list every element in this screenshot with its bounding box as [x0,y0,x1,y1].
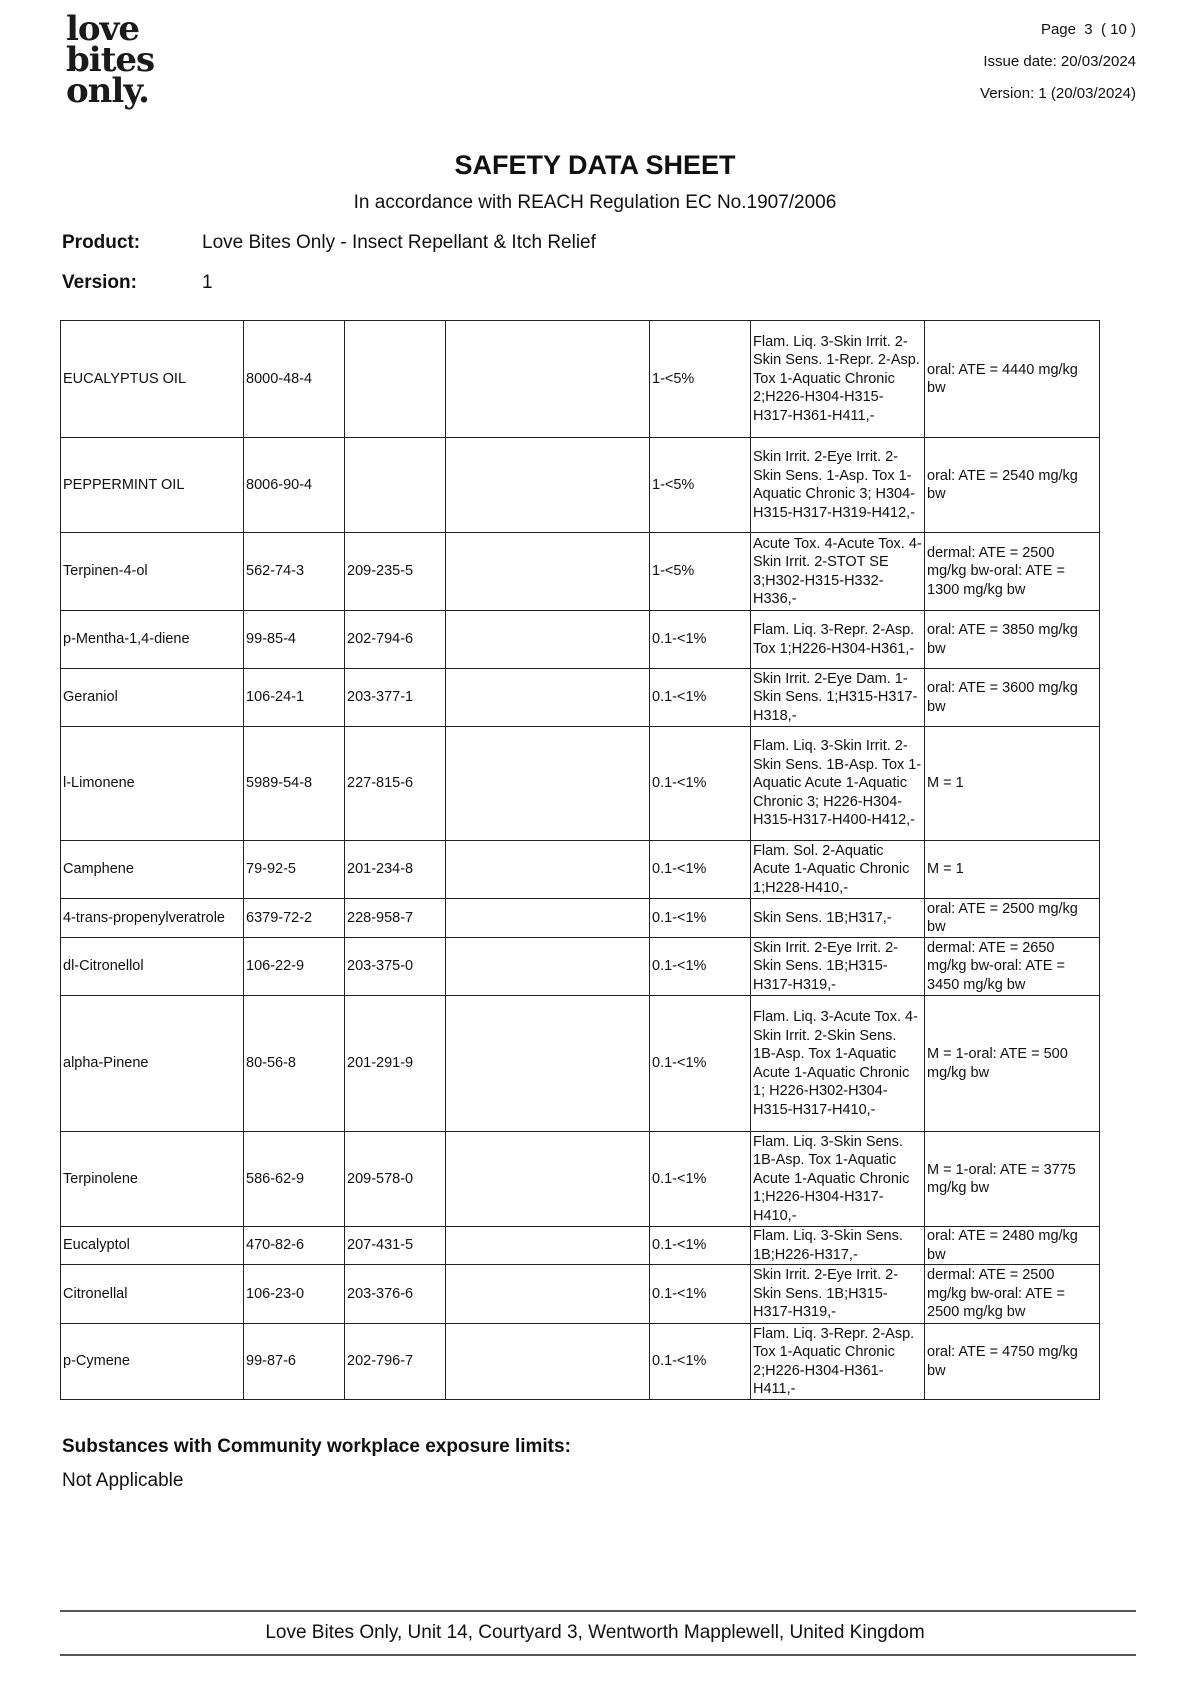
ec-number-cell: 228-958-7 [345,899,446,938]
classification-cell: Flam. Liq. 3-Acute Tox. 4-Skin Irrit. 2-Skin Sens. 1B-Asp. Tox 1-Aquatic Acute 1-Aquatic Chronic 1; H226-H302-H304-H315-H317-H410,- [751,996,925,1132]
table-row [61,899,1100,938]
reach-number-cell [446,321,650,438]
substance-name-cell: l-Limonene [61,727,244,841]
classification-cell: Flam. Liq. 3-Skin Sens. 1B;H226-H317,- [751,1227,925,1265]
page-number: Page 3 ( 10 ) [1040,21,1136,38]
classification-cell: Skin Irrit. 2-Eye Irrit. 2-Skin Sens. 1-Asp. Tox 1-Aquatic Chronic 3; H304-H315-H317-H319-H412,- [751,438,925,533]
components-table [60,320,1100,1400]
exposure-limits-cell: M = 1-oral: ATE = 3775 mg/kg bw [925,1132,1100,1227]
cas-number-cell: 5989-54-8 [244,727,345,841]
concentration-cell: 0.1-<1% [650,611,751,669]
table-row [61,533,1100,611]
classification-cell: Flam. Liq. 3-Skin Irrit. 2-Skin Sens. 1-Repr. 2-Asp. Tox 1-Aquatic Chronic 2;H226-H304-H315-H317-H361-H411,- [751,321,925,438]
logo-line: love [66,9,139,49]
substance-name-cell: Terpinolene [61,1132,244,1227]
ec-number-cell: 203-377-1 [345,669,446,727]
footer-divider-bottom [60,1654,1136,1656]
table-row [61,727,1100,841]
exposure-limits-cell: oral: ATE = 2540 mg/kg bw [925,438,1100,533]
substance-name-cell: p-Mentha-1,4-diene [61,611,244,669]
classification-cell: Skin Irrit. 2-Eye Irrit. 2-Skin Sens. 1B;H315-H317-H319,- [751,938,925,996]
concentration-cell: 0.1-<1% [650,899,751,938]
logo-line: bites [66,40,155,80]
version-value: 1 [202,272,213,293]
version-info: Version: 1 (20/03/2024) [980,85,1136,102]
concentration-cell: 0.1-<1% [650,669,751,727]
table-row [61,438,1100,533]
exposure-limits-cell: oral: ATE = 2500 mg/kg bw [925,899,1100,938]
classification-cell: Acute Tox. 4-Acute Tox. 4-Skin Irrit. 2-STOT SE 3;H302-H315-H332-H336,- [751,533,925,611]
issue-date: Issue date: 20/03/2024 [983,53,1136,70]
concentration-cell: 0.1-<1% [650,938,751,996]
reach-number-cell [446,727,650,841]
exposure-limits-cell: dermal: ATE = 2500 mg/kg bw-oral: ATE = 2500 mg/kg bw [925,1265,1100,1324]
table-row [61,1227,1100,1265]
product-row [62,232,596,254]
version-label: Version: [62,272,137,293]
ec-number-cell: 201-291-9 [345,996,446,1132]
ec-number-cell: 209-235-5 [345,533,446,611]
cas-number-cell: 79-92-5 [244,841,345,899]
classification-cell: Skin Irrit. 2-Eye Irrit. 2-Skin Sens. 1B;H315-H317-H319,- [751,1265,925,1324]
cas-number-cell: 470-82-6 [244,1227,345,1265]
cas-number-cell: 6379-72-2 [244,899,345,938]
concentration-cell: 0.1-<1% [650,996,751,1132]
reach-number-cell [446,611,650,669]
table-row [61,1132,1100,1227]
ec-number-cell: 207-431-5 [345,1227,446,1265]
table-row [61,996,1100,1132]
exposure-limits-cell: oral: ATE = 4440 mg/kg bw [925,321,1100,438]
classification-cell: Flam. Liq. 3-Skin Irrit. 2-Skin Sens. 1B-Asp. Tox 1-Aquatic Acute 1-Aquatic Chronic 3; H226-H304-H315-H317-H400-H412,- [751,727,925,841]
document-header-info [980,14,1136,110]
substance-name-cell: Eucalyptol [61,1227,244,1265]
table-row [61,938,1100,996]
page-title: SAFETY DATA SHEET [454,150,736,180]
concentration-cell: 0.1-<1% [650,1227,751,1265]
ec-number-cell: 227-815-6 [345,727,446,841]
reach-number-cell [446,1265,650,1324]
ec-number-cell: 203-376-6 [345,1265,446,1324]
ec-number-cell: 209-578-0 [345,1132,446,1227]
reach-number-cell [446,1324,650,1400]
cas-number-cell: 99-85-4 [244,611,345,669]
product-label: Product: [62,232,141,253]
exposure-limits-cell: M = 1 [925,727,1100,841]
table-row [61,321,1100,438]
product-value: Love Bites Only - Insect Repellant & Itch Relief [202,232,596,253]
reach-number-cell [446,996,650,1132]
footer-address: Love Bites Only, Unit 14, Courtyard 3, Wentworth Mapplewell, United Kingdom [265,1622,925,1643]
table-row [61,611,1100,669]
table-row [61,1324,1100,1400]
cas-number-cell: 562-74-3 [244,533,345,611]
substance-name-cell: p-Cymene [61,1324,244,1400]
ec-number-cell: 203-375-0 [345,938,446,996]
ec-number-cell [345,438,446,533]
cas-number-cell: 106-22-9 [244,938,345,996]
exposure-section-text: Not Applicable [62,1470,184,1491]
exposure-limits-cell: oral: ATE = 2480 mg/kg bw [925,1227,1100,1265]
classification-cell: Flam. Sol. 2-Aquatic Acute 1-Aquatic Chronic 1;H228-H410,- [751,841,925,899]
substance-name-cell: EUCALYPTUS OIL [61,321,244,438]
cas-number-cell: 8000-48-4 [244,321,345,438]
reach-number-cell [446,1132,650,1227]
exposure-limits-cell: M = 1 [925,841,1100,899]
substance-name-cell: dl-Citronellol [61,938,244,996]
exposure-limits-cell: dermal: ATE = 2650 mg/kg bw-oral: ATE = 3450 mg/kg bw [925,938,1100,996]
logo-line: only. [66,71,150,111]
substance-name-cell: Camphene [61,841,244,899]
table-row [61,841,1100,899]
cas-number-cell: 80-56-8 [244,996,345,1132]
reach-number-cell [446,533,650,611]
classification-cell: Flam. Liq. 3-Repr. 2-Asp. Tox 1-Aquatic Chronic 2;H226-H304-H361-H411,- [751,1324,925,1400]
reach-number-cell [446,438,650,533]
substance-name-cell: 4-trans-propenylveratrole [61,899,244,938]
concentration-cell: 1-<5% [650,321,751,438]
reach-number-cell [446,841,650,899]
company-logo [66,9,158,111]
table-row [61,669,1100,727]
reach-number-cell [446,669,650,727]
substance-name-cell: PEPPERMINT OIL [61,438,244,533]
cas-number-cell: 106-23-0 [244,1265,345,1324]
exposure-section-title: Substances with Community workplace exposure limits: [62,1436,571,1457]
reach-number-cell [446,938,650,996]
cas-number-cell: 99-87-6 [244,1324,345,1400]
ec-number-cell: 202-794-6 [345,611,446,669]
reach-number-cell [446,1227,650,1265]
ec-number-cell: 202-796-7 [345,1324,446,1400]
exposure-limits-cell: oral: ATE = 3850 mg/kg bw [925,611,1100,669]
concentration-cell: 1-<5% [650,438,751,533]
version-row [62,272,213,294]
concentration-cell: 0.1-<1% [650,841,751,899]
substance-name-cell: Terpinen-4-ol [61,533,244,611]
table-row [61,1265,1100,1324]
substance-name-cell: alpha-Pinene [61,996,244,1132]
concentration-cell: 0.1-<1% [650,1132,751,1227]
classification-cell: Skin Sens. 1B;H317,- [751,899,925,938]
concentration-cell: 1-<5% [650,533,751,611]
classification-cell: Flam. Liq. 3-Repr. 2-Asp. Tox 1;H226-H304-H361,- [751,611,925,669]
cas-number-cell: 586-62-9 [244,1132,345,1227]
ec-number-cell: 201-234-8 [345,841,446,899]
substance-name-cell: Citronellal [61,1265,244,1324]
substance-name-cell: Geraniol [61,669,244,727]
exposure-limits-cell: M = 1-oral: ATE = 500 mg/kg bw [925,996,1100,1132]
classification-cell: Flam. Liq. 3-Skin Sens. 1B-Asp. Tox 1-Aquatic Acute 1-Aquatic Chronic 1;H226-H304-H317-H410,- [751,1132,925,1227]
exposure-limits-cell: oral: ATE = 3600 mg/kg bw [925,669,1100,727]
exposure-limits-cell: oral: ATE = 4750 mg/kg bw [925,1324,1100,1400]
concentration-cell: 0.1-<1% [650,1265,751,1324]
cas-number-cell: 8006-90-4 [244,438,345,533]
concentration-cell: 0.1-<1% [650,727,751,841]
page-subtitle: In accordance with REACH Regulation EC No.1907/2006 [353,192,837,213]
exposure-limits-cell: dermal: ATE = 2500 mg/kg bw-oral: ATE = 1300 mg/kg bw [925,533,1100,611]
classification-cell: Skin Irrit. 2-Eye Dam. 1-Skin Sens. 1;H315-H317-H318,- [751,669,925,727]
footer-divider-top [60,1610,1136,1612]
reach-number-cell [446,899,650,938]
concentration-cell: 0.1-<1% [650,1324,751,1400]
ec-number-cell [345,321,446,438]
cas-number-cell: 106-24-1 [244,669,345,727]
